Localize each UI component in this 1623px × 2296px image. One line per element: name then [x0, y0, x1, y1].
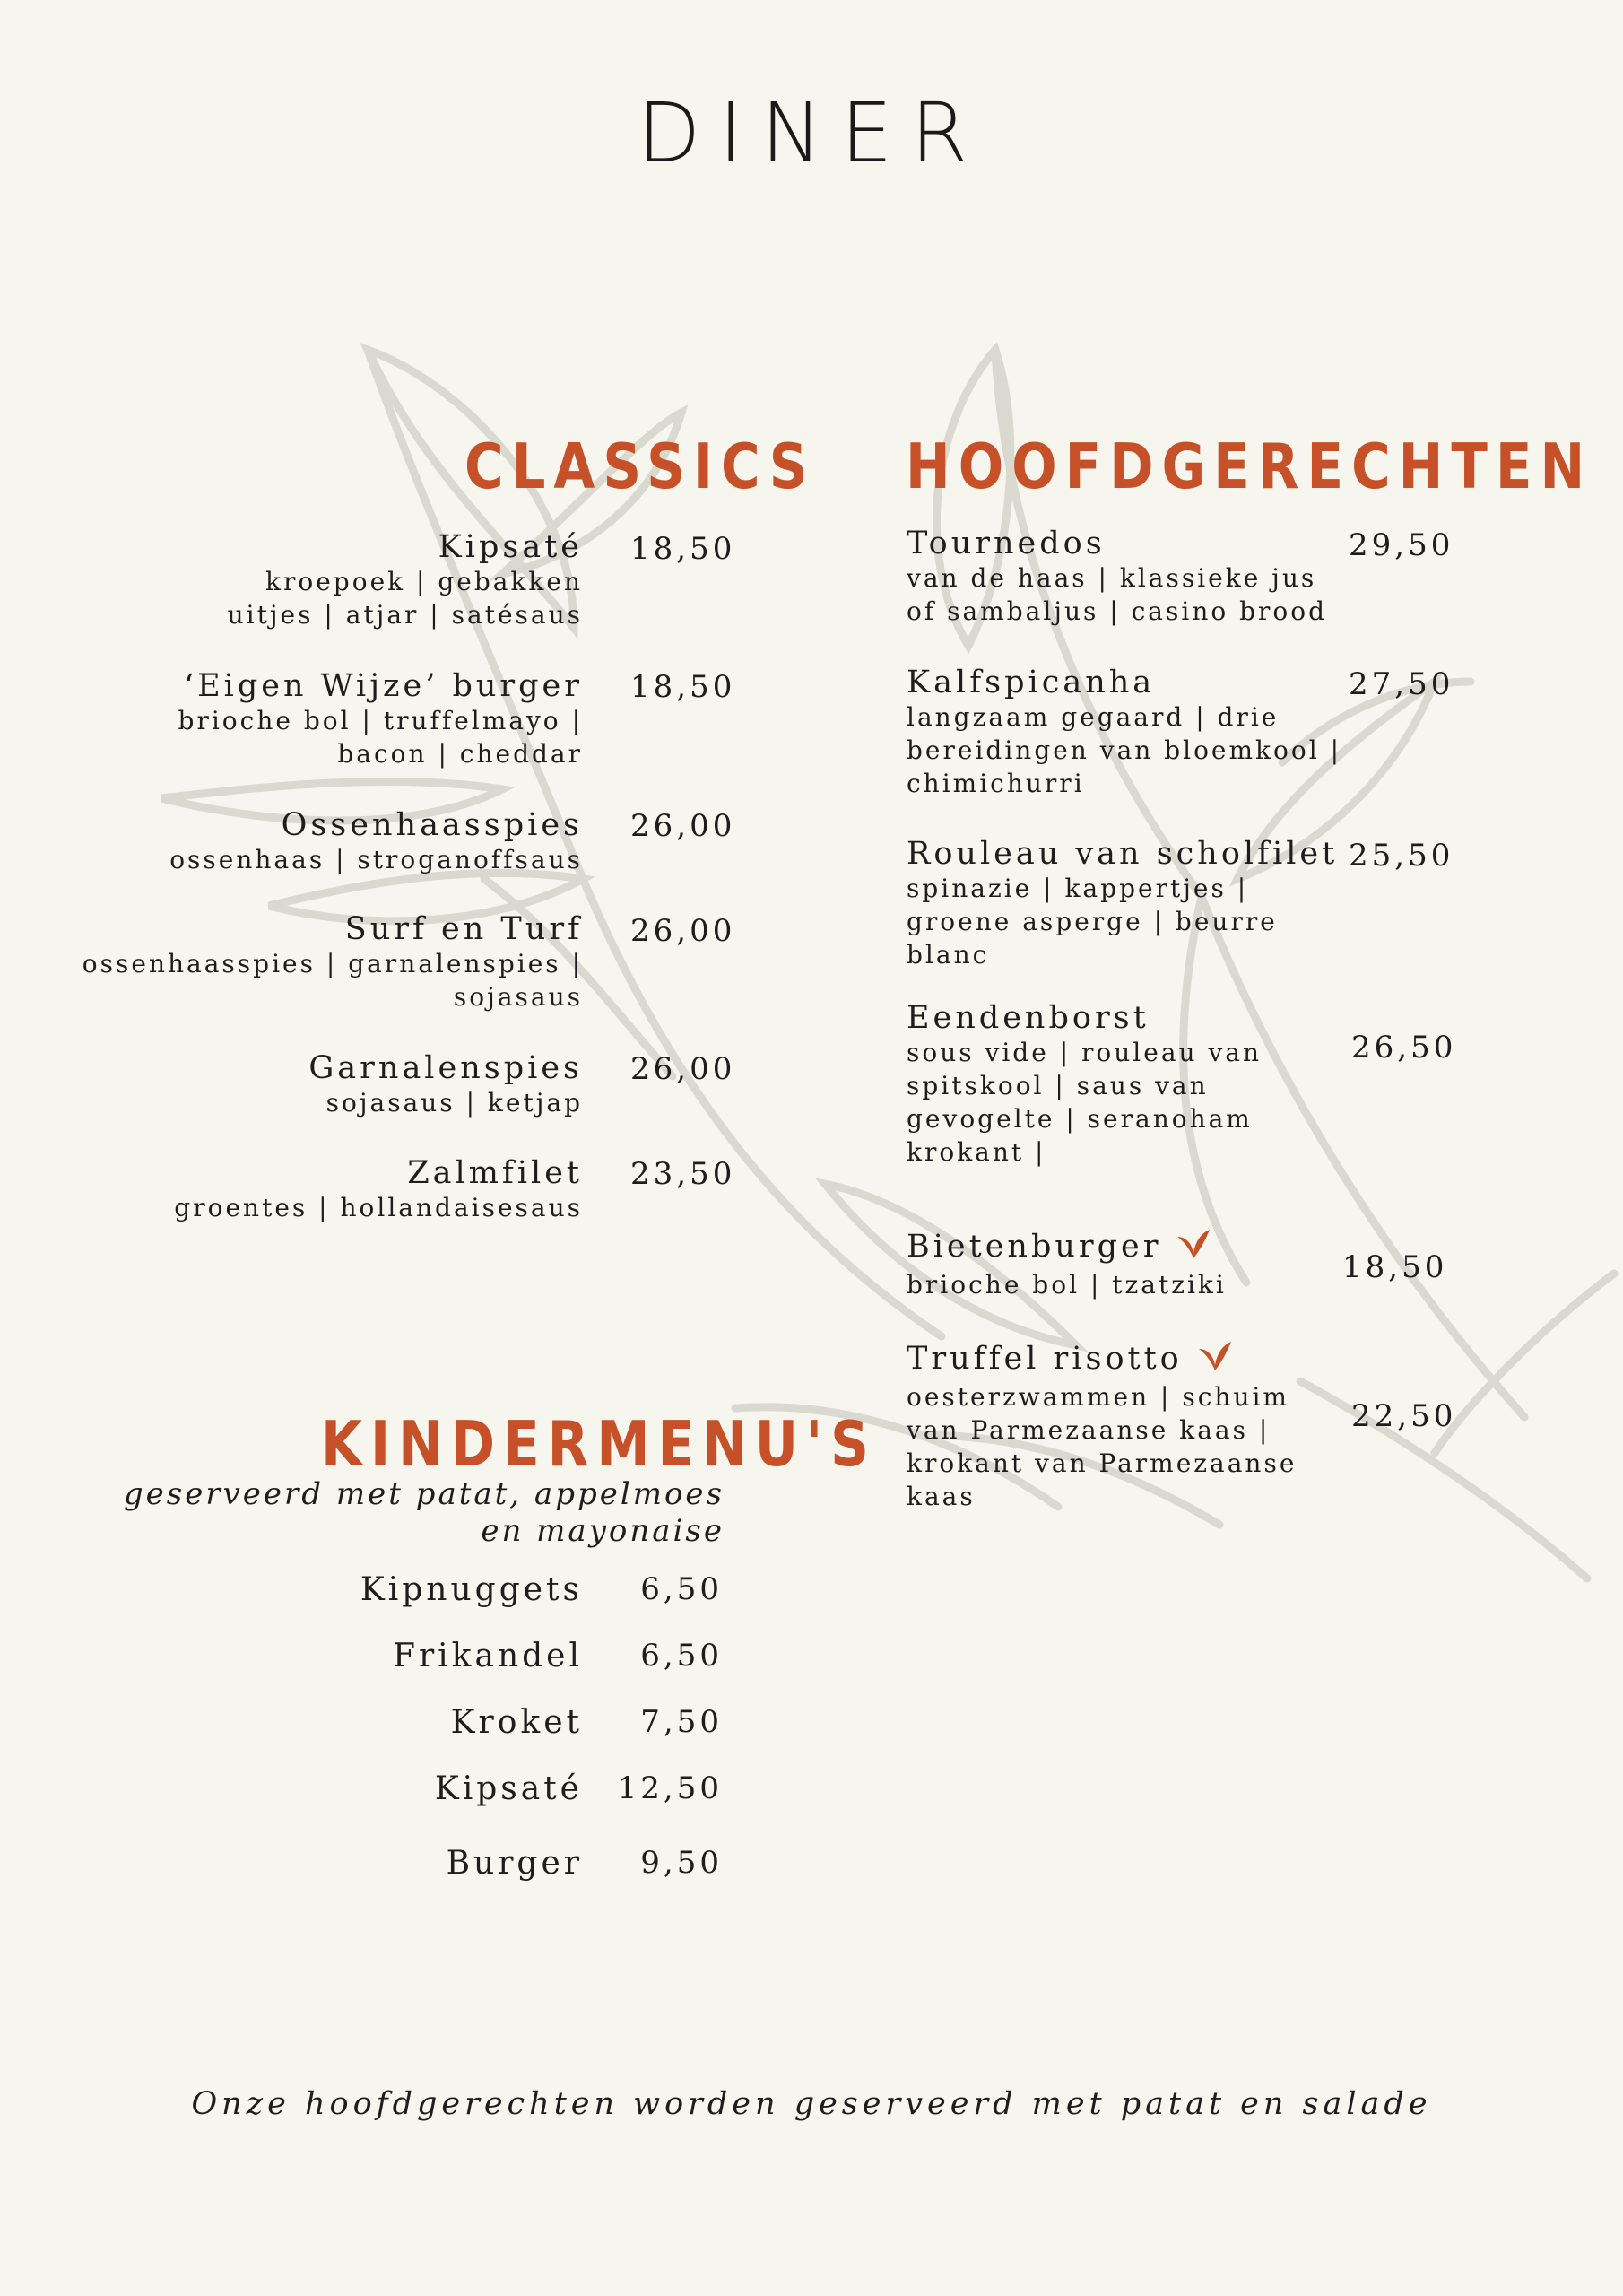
item-name [907, 1228, 1364, 1268]
item-description: ossenhaas | stroganoffsaus [169, 845, 583, 874]
kids-item-price: 12,50 [617, 1770, 723, 1806]
item-price: 26,00 [630, 913, 736, 949]
item-description: spitskool | saus van [907, 1071, 1209, 1100]
main-course-item [907, 665, 1364, 800]
item-description: gevogelte | seranoham [907, 1104, 1253, 1134]
classics-item [27, 1155, 583, 1224]
main-course-item [907, 526, 1364, 628]
item-name: Tournedos [907, 526, 1106, 561]
item-description: sojasaus [453, 982, 583, 1012]
kids-item-name: Burger [446, 1845, 583, 1882]
kids-item-name: Kipsaté [434, 1770, 583, 1807]
item-description: groentes | hollandaisesaus [174, 1193, 583, 1222]
item-name: Zalmfilet [407, 1155, 583, 1191]
item-description: van de haas | klassieke jus [907, 563, 1317, 593]
item-price: 23,50 [630, 1156, 736, 1192]
item-price: 18,50 [630, 531, 736, 567]
main-course-item [907, 836, 1364, 971]
item-description: krokant van Parmezaanse [907, 1448, 1298, 1478]
item-description: krokant | [907, 1137, 1046, 1167]
item-description: of sambaljus | casino brood [907, 596, 1328, 626]
item-price: 18,50 [1342, 1249, 1448, 1285]
footer-note: Onze hoofdgerechten worden geserveerd met patat en salade [191, 2086, 1432, 2122]
item-description: uitjes | atjar | satésaus [227, 600, 583, 630]
item-description: sojasaus | ketjap [325, 1088, 583, 1118]
item-description: bereidingen van bloemkool | [907, 735, 1342, 765]
item-description: oesterzwammen | schuim [907, 1382, 1289, 1412]
menu-title: DINER [637, 85, 986, 181]
kids-item-price: 7,50 [640, 1704, 723, 1740]
item-name: Kipsaté [438, 529, 583, 565]
item-description: kroepoek | gebakken [265, 567, 583, 596]
item-description: chimichurri [907, 769, 1085, 798]
leaf-icon [1197, 1340, 1233, 1380]
kids-item-price: 9,50 [640, 1845, 723, 1881]
item-description: blanc [907, 940, 990, 970]
item-name-text: Truffel risotto [907, 1341, 1183, 1377]
item-name-text: Bietenburger [907, 1229, 1162, 1265]
item-price: 26,50 [1351, 1030, 1457, 1065]
hoofdgerechten-heading: HOOFDGERECHTEN [906, 430, 1593, 503]
kindermenu-subtitle-line: geserveerd met patat, appelmoes [123, 1476, 725, 1512]
item-price: 26,00 [630, 1051, 736, 1087]
item-price: 27,50 [1349, 666, 1454, 702]
main-course-item [907, 1340, 1364, 1513]
item-name: ‘Eigen Wijze’ burger [184, 668, 583, 704]
item-description: van Parmezaanse kaas | [907, 1415, 1271, 1445]
item-name: Surf en Turf [344, 911, 583, 947]
item-description: spinazie | kappertjes | [907, 874, 1249, 903]
classics-item [27, 529, 583, 631]
item-description: bacon | cheddar [337, 739, 583, 769]
classics-item [27, 668, 583, 770]
item-price: 29,50 [1349, 527, 1454, 563]
item-name: Ossenhaasspies [281, 807, 583, 843]
item-description: brioche bol | tzatziki [907, 1270, 1227, 1300]
item-name: Eendenborst [907, 1000, 1150, 1036]
kindermenu-heading: KINDERMENU'S [321, 1408, 877, 1481]
main-course-item [907, 1000, 1364, 1169]
item-price: 22,50 [1351, 1398, 1457, 1434]
item-price: 26,00 [630, 808, 736, 844]
classics-item [27, 911, 583, 1013]
kindermenu-subtitle [54, 1476, 725, 1550]
kids-item-name: Kroket [450, 1704, 583, 1741]
classics-heading: CLASSICS [464, 430, 816, 503]
item-name: Garnalenspies [308, 1050, 583, 1086]
kids-item-price: 6,50 [640, 1638, 723, 1674]
item-description: sous vide | rouleau van [907, 1038, 1263, 1067]
kids-item-name: Kipnuggets [360, 1571, 583, 1608]
item-price: 25,50 [1349, 838, 1454, 874]
classics-item [27, 1050, 583, 1119]
item-name [907, 1340, 1364, 1380]
item-description: kaas [907, 1482, 976, 1511]
item-description: langzaam gegaard | drie [907, 702, 1280, 732]
item-price: 18,50 [630, 669, 736, 705]
item-description: groene asperge | beurre [907, 907, 1278, 936]
main-course-item [907, 1228, 1364, 1301]
item-description: ossenhaasspies | garnalenspies | [82, 949, 583, 978]
item-name: Rouleau van scholfilet [907, 836, 1339, 872]
kids-item-name: Frikandel [392, 1638, 583, 1674]
leaf-icon [1176, 1228, 1211, 1268]
item-name: Kalfspicanha [907, 665, 1156, 700]
kindermenu-subtitle-line: en mayonaise [481, 1513, 725, 1549]
classics-item [27, 807, 583, 876]
kids-item-price: 6,50 [640, 1571, 723, 1607]
item-description: brioche bol | truffelmayo | [178, 706, 583, 735]
